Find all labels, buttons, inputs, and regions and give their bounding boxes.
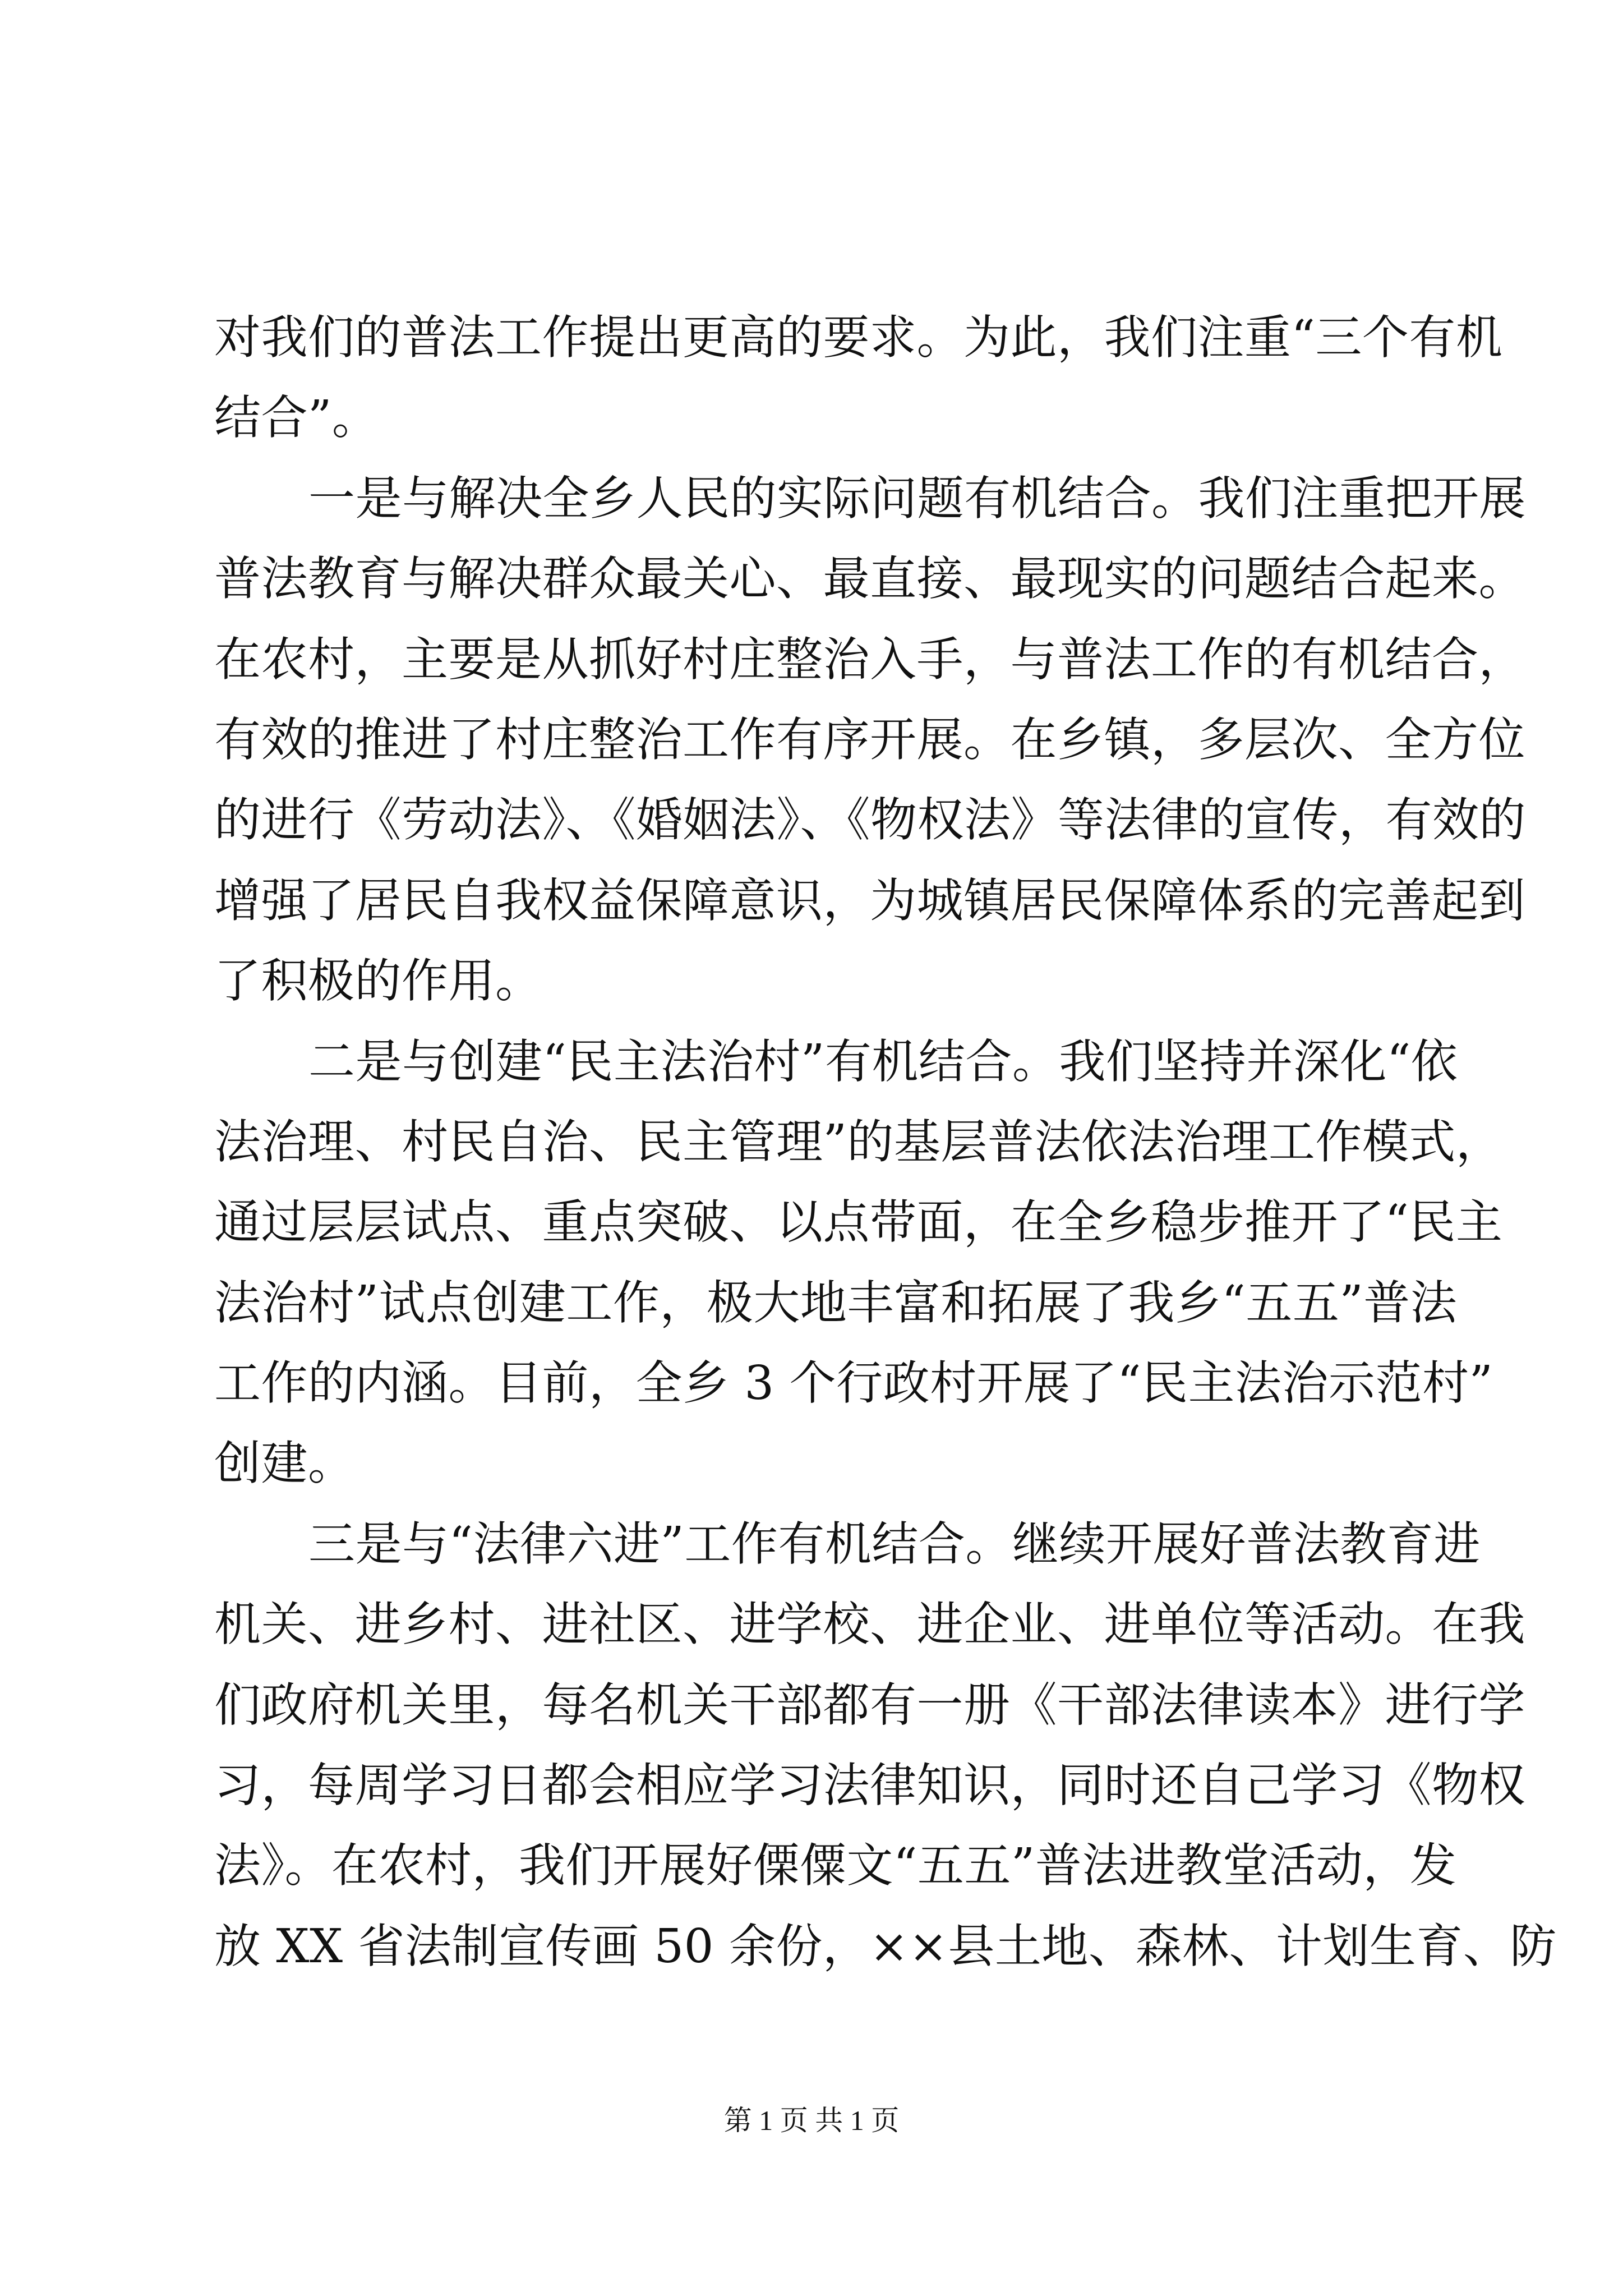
text-line: 放 XX 省法制宣传画 50 余份，××县土地、森林、计划生育、防 — [214, 1918, 1557, 1973]
text-line: 习，每周学习日都会相应学习法律知识，同时还自己学习《物权 — [214, 1758, 1525, 1813]
text-line: 法》。在农村，我们开展好傈僳文“五五”普法进教堂活动，发 — [214, 1838, 1457, 1893]
text-line: 工作的内涵。目前，全乡 3 个行政村开展了“民主法治示范村” — [214, 1356, 1493, 1411]
text-line: 增强了居民自我权益保障意识，为城镇居民保障体系的完善起到 — [214, 873, 1525, 928]
paragraph-start-line: 三是与“法律六进”工作有机结合。继续开展好普法教育进 — [308, 1516, 1481, 1571]
text-line: 创建。 — [214, 1436, 355, 1491]
text-line: 们政府机关里，每名机关干部都有一册《干部法律读本》进行学 — [214, 1677, 1525, 1732]
page-footer — [0, 2104, 1623, 2137]
text-line: 机关、进乡村、进社区、进学校、进企业、进单位等活动。在我 — [214, 1597, 1525, 1652]
text-line: 法治理、村民自治、民主管理”的基层普法依法治理工作模式， — [214, 1114, 1503, 1169]
text-line: 在农村，主要是从抓好村庄整治入手，与普法工作的有机结合， — [214, 632, 1525, 687]
text-line: 对我们的普法工作提出更高的要求。为此，我们注重“三个有机 — [214, 310, 1503, 365]
document-body — [214, 297, 1557, 1986]
page-number-label: 第 1 页 共 1 页 — [723, 2105, 900, 2136]
paragraph-start-line: 一是与解决全乡人民的实际问题有机结合。我们注重把开展 — [308, 471, 1526, 526]
text-line: 的进行《劳动法》、《婚姻法》、《物权法》等法律的宣传，有效的 — [214, 793, 1526, 848]
text-line: 通过层层试点、重点突破、以点带面，在全乡稳步推开了“民主 — [214, 1195, 1503, 1250]
text-line: 结合”。 — [214, 390, 379, 445]
paragraph-start-line: 二是与创建“民主法治村”有机结合。我们坚持并深化“依 — [308, 1034, 1458, 1089]
text-line: 有效的推进了村庄整治工作有序开展。在乡镇，多层次、全方位 — [214, 712, 1525, 767]
text-line: 普法教育与解决群众最关心、最直接、最现实的问题结合起来。 — [214, 551, 1525, 606]
text-line: 法治村”试点创建工作，极大地丰富和拓展了我乡“五五”普法 — [214, 1275, 1458, 1330]
text-line: 了积极的作用。 — [214, 954, 542, 1009]
